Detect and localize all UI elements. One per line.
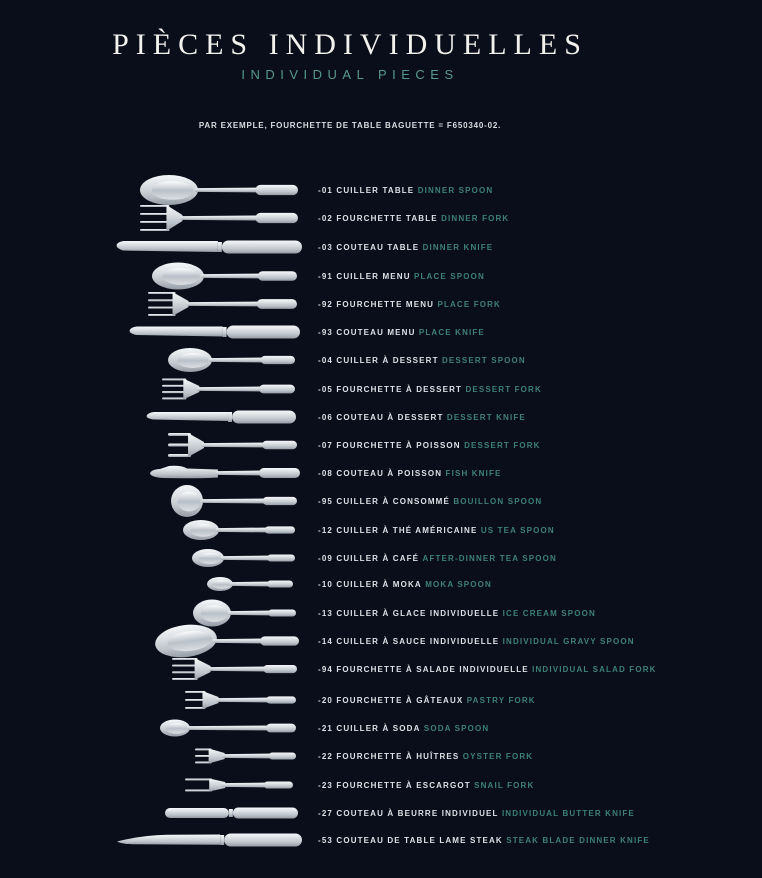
item-name-english: STEAK BLADE DINNER KNIFE — [506, 836, 650, 845]
item-row — [318, 608, 596, 619]
item-name-french: COUTEAU MENU — [336, 328, 416, 337]
item-row — [318, 496, 542, 507]
item-code: -93 — [318, 328, 334, 337]
page-title: PIÈCES INDIVIDUELLES — [112, 28, 588, 61]
item-row — [318, 412, 526, 423]
item-name-english: INDIVIDUAL SALAD FORK — [532, 665, 657, 674]
place-fork-illustration — [148, 282, 297, 326]
item-code: -22 — [318, 752, 334, 761]
item-code: -14 — [318, 637, 334, 646]
item-name-english: MOKA SPOON — [425, 580, 492, 589]
item-row — [318, 780, 534, 791]
fish-fork-illustration — [168, 423, 297, 467]
item-name-french: CUILLER TABLE — [336, 186, 415, 195]
moka-spoon-illustration — [207, 562, 293, 606]
item-name-english: INDIVIDUAL BUTTER KNIFE — [501, 809, 635, 818]
dinner-fork-illustration — [140, 196, 298, 240]
item-row — [318, 468, 502, 479]
item-name-english: PLACE KNIFE — [418, 328, 485, 337]
item-name-english: DESSERT FORK — [465, 385, 542, 394]
place-spoon-illustration — [152, 254, 297, 298]
item-name-english: ICE CREAM SPOON — [502, 609, 596, 618]
item-name-english: SNAIL FORK — [474, 781, 535, 790]
item-code: -04 — [318, 356, 334, 365]
item-name-english: PLACE FORK — [437, 300, 501, 309]
item-code: -01 — [318, 186, 334, 195]
snail-fork-illustration — [185, 763, 293, 807]
item-name-english: DINNER KNIFE — [422, 243, 494, 252]
item-name-french: FOURCHETTE MENU — [336, 300, 435, 309]
dessert-knife-illustration — [145, 395, 296, 439]
gravy-spoon-illustration — [155, 619, 299, 663]
item-row — [318, 213, 509, 224]
item-code: -06 — [318, 413, 334, 422]
item-code: -91 — [318, 272, 334, 281]
item-name-english: DINNER SPOON — [417, 186, 494, 195]
fish-knife-illustration — [148, 451, 300, 495]
item-name-french: FOURCHETTE À SALADE INDIVIDUELLE — [336, 665, 529, 674]
item-row — [318, 808, 635, 819]
item-row — [318, 636, 635, 647]
item-row — [318, 327, 485, 338]
dessert-spoon-illustration — [168, 338, 295, 382]
item-code: -92 — [318, 300, 334, 309]
item-row — [318, 553, 557, 564]
item-code: -08 — [318, 469, 334, 478]
item-row — [318, 440, 541, 451]
item-code: -94 — [318, 665, 334, 674]
item-name-english: INDIVIDUAL GRAVY SPOON — [502, 637, 635, 646]
butter-knife-illustration — [165, 791, 298, 835]
item-name-french: FOURCHETTE À POISSON — [336, 441, 461, 450]
item-row — [318, 664, 657, 675]
item-code: -95 — [318, 497, 334, 506]
item-code: -53 — [318, 836, 334, 845]
item-name-french: CUILLER À THÉ AMÉRICAINE — [336, 526, 478, 535]
dinner-spoon-illustration — [140, 168, 298, 212]
item-name-french: CUILLER À CONSOMMÉ — [336, 497, 450, 506]
item-row — [318, 723, 489, 734]
item-name-french: COUTEAU DE TABLE LAME STEAK — [336, 836, 503, 845]
item-row — [318, 355, 526, 366]
item-name-french: CUILLER À MOKA — [336, 580, 422, 589]
item-name-english: DESSERT KNIFE — [446, 413, 526, 422]
item-name-french: FOURCHETTE À HUÎTRES — [336, 752, 460, 761]
steak-knife-illustration — [116, 818, 302, 862]
item-code: -05 — [318, 385, 334, 394]
item-name-french: FOURCHETTE TABLE — [336, 214, 438, 223]
item-name-english: PLACE SPOON — [414, 272, 485, 281]
item-name-english: DESSERT FORK — [464, 441, 541, 450]
item-code: -27 — [318, 809, 334, 818]
example-note: PAR EXEMPLE, FOURCHETTE DE TABLE BAGUETTE = F650340-02. — [198, 121, 502, 130]
page-subtitle: INDIVIDUAL PIECES — [241, 67, 459, 82]
item-name-french: CUILLER MENU — [336, 272, 411, 281]
item-code: -20 — [318, 696, 334, 705]
item-name-english: DINNER FORK — [441, 214, 510, 223]
item-name-french: CUILLER À SAUCE INDIVIDUELLE — [336, 637, 500, 646]
item-code: -12 — [318, 526, 334, 535]
item-row — [318, 525, 555, 536]
item-name-english: PASTRY FORK — [466, 696, 536, 705]
ice-cream-spoon-illustration — [193, 591, 296, 635]
item-name-french: CUILLER À GLACE INDIVIDUELLE — [336, 609, 500, 618]
item-row — [318, 695, 536, 706]
item-name-english: OYSTER FORK — [462, 752, 534, 761]
item-name-french: COUTEAU À POISSON — [336, 469, 443, 478]
item-code: -03 — [318, 243, 334, 252]
item-name-french: COUTEAU À DESSERT — [336, 413, 444, 422]
item-code: -23 — [318, 781, 334, 790]
item-name-english: BOUILLON SPOON — [453, 497, 543, 506]
dinner-knife-illustration — [115, 225, 302, 269]
item-name-french: CUILLER À DESSERT — [336, 356, 439, 365]
bouillon-spoon-illustration — [170, 479, 297, 523]
item-row — [318, 835, 650, 846]
item-row — [318, 299, 501, 310]
item-code: -21 — [318, 724, 334, 733]
item-code: -13 — [318, 609, 334, 618]
item-name-english: AFTER-DINNER TEA SPOON — [422, 554, 557, 563]
item-row — [318, 384, 542, 395]
item-name-french: CUILLER À SODA — [336, 724, 421, 733]
item-code: -02 — [318, 214, 334, 223]
item-row — [318, 751, 533, 762]
oyster-fork-illustration — [195, 734, 296, 778]
item-name-french: COUTEAU TABLE — [336, 243, 420, 252]
item-name-french: FOURCHETTE À DESSERT — [336, 385, 463, 394]
item-row — [318, 242, 493, 253]
soda-spoon-illustration — [160, 706, 296, 750]
item-name-english: FISH KNIFE — [445, 469, 502, 478]
item-row — [318, 271, 485, 282]
item-row — [318, 185, 493, 196]
item-row — [318, 579, 492, 590]
place-knife-illustration — [128, 310, 300, 354]
pastry-fork-illustration — [185, 678, 296, 722]
us-tea-spoon-illustration — [183, 508, 295, 552]
item-code: -07 — [318, 441, 334, 450]
item-code: -10 — [318, 580, 334, 589]
salad-fork-illustration — [172, 647, 297, 691]
after-dinner-tea-spoon-illustration — [192, 536, 295, 580]
item-code: -09 — [318, 554, 334, 563]
item-name-french: FOURCHETTE À GÂTEAUX — [336, 696, 464, 705]
item-name-english: US TEA SPOON — [480, 526, 555, 535]
item-name-english: SODA SPOON — [423, 724, 490, 733]
item-name-french: CUILLER À CAFÉ — [336, 554, 420, 563]
item-name-english: DESSERT SPOON — [442, 356, 526, 365]
dessert-fork-illustration — [162, 367, 295, 411]
item-name-french: FOURCHETTE À ESCARGOT — [336, 781, 471, 790]
item-name-french: COUTEAU À BEURRE INDIVIDUEL — [336, 809, 499, 818]
